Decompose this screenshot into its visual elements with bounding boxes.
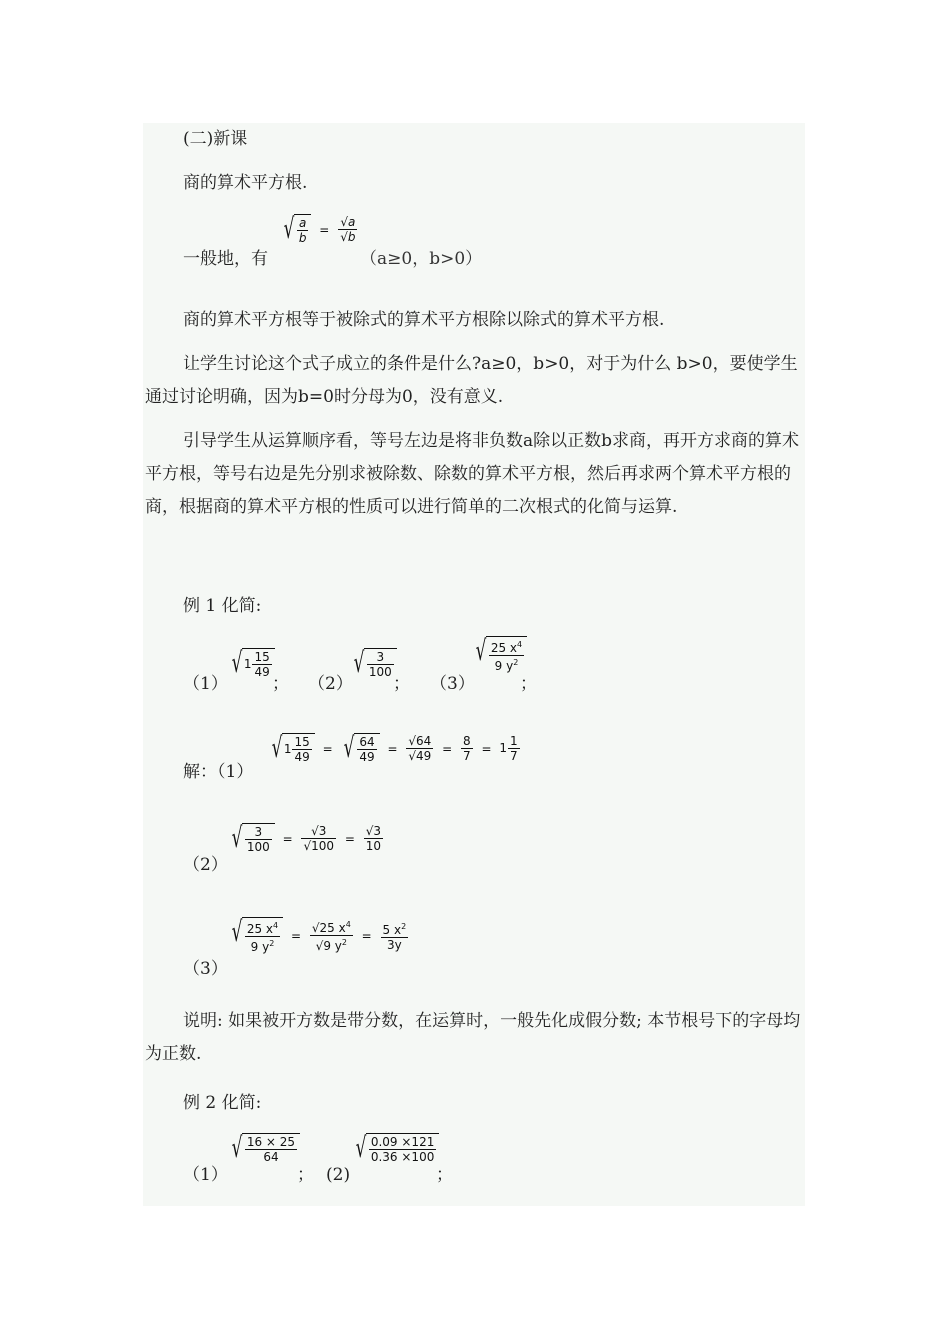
example2-title: 例 2 化简: <box>183 1093 262 1113</box>
ex1-label-1: （1） <box>183 674 228 694</box>
solution-label-2: （2） <box>183 855 228 875</box>
note-paragraph: 说明: 如果被开方数是带分数，在运算时，一般先化成假分数; 本节根号下的字母均为正数. <box>145 1011 801 1064</box>
topic-heading: 商的算术平方根. <box>183 173 308 193</box>
ex1-expr-2: √ $\frac{3}{100}$ <box>350 648 397 679</box>
ex2-label-2: (2) <box>326 1165 351 1185</box>
ex2-sep-2: ； <box>436 1165 453 1185</box>
radical: √ $\frac{a}{b}$ <box>280 214 311 245</box>
ex1-sep-2: ； <box>393 674 410 694</box>
ex2-sep-1: ； <box>297 1165 314 1185</box>
ex1-label-2: （2） <box>308 674 353 694</box>
discussion-2: 引导学生从运算顺序看，等号左边是将非负数a除以正数b求商，再开方求商的算术平方根，等号右边是先分别求被除数、除数的算术平方根，然后再求两个算术平方根的商，根据商的算术平方根的性质可以进行简单的二次根式的化简与运算. <box>145 431 800 517</box>
ex1-sep-1: ； <box>272 674 289 694</box>
solution-label-1: 解：（1） <box>183 762 254 782</box>
solution-expr-1: √ 1 $\frac{15}{49}$ = √ $\frac{64}{49}$ = $\frac{√64}{√49}$ = $\frac{8}{7}$ = 1 $\frac{1}{7}$ <box>271 731 518 764</box>
ex2-expr-2: √ $\frac{0.09 \times 121}{0.36 \times 100}$ <box>352 1133 439 1164</box>
ex1-expr-1: √ 1 $\frac{15}{49}$ <box>228 648 275 679</box>
solution-expr-3: √ $\frac{25 x^4}{9 y^2}$ = $\frac{√25 x^4}{√9 y^2}$ = $\frac{5 x^2}{3y}$ <box>231 915 407 954</box>
solution-label-3: （3） <box>183 959 228 979</box>
general-prefix: 一般地，有 <box>183 249 268 269</box>
ex1-expr-3: √ $\frac{25 x^4}{9 y^2}$ <box>472 636 527 673</box>
ex1-label-3: （3） <box>430 674 475 694</box>
ex2-expr-1: √ $\frac{16 \times 25}{64}$ <box>228 1133 300 1164</box>
rule-statement: 商的算术平方根等于被除式的算术平方根除以除式的算术平方根. <box>183 310 665 330</box>
section-title: (二)新课 <box>183 129 248 149</box>
example1-title: 例 1 化简: <box>183 596 262 616</box>
ex2-label-1: （1） <box>183 1165 228 1185</box>
formula-general: √ $\frac{a}{b}$ = $\frac{√a}{√b}$ <box>280 214 358 245</box>
ex1-sep-3: ； <box>520 674 537 694</box>
discussion-1: 让学生讨论这个式子成立的条件是什么?a≥0，b>0，对于为什么 b>0，要使学生通过讨论明确，因为b=0时分母为0，没有意义. <box>145 354 798 407</box>
general-condition: （a≥0，b>0） <box>360 249 483 269</box>
solution-expr-2: √ $\frac{3}{100}$ = $\frac{√3}{√100}$ = $\frac{√3}{10}$ <box>231 821 382 854</box>
